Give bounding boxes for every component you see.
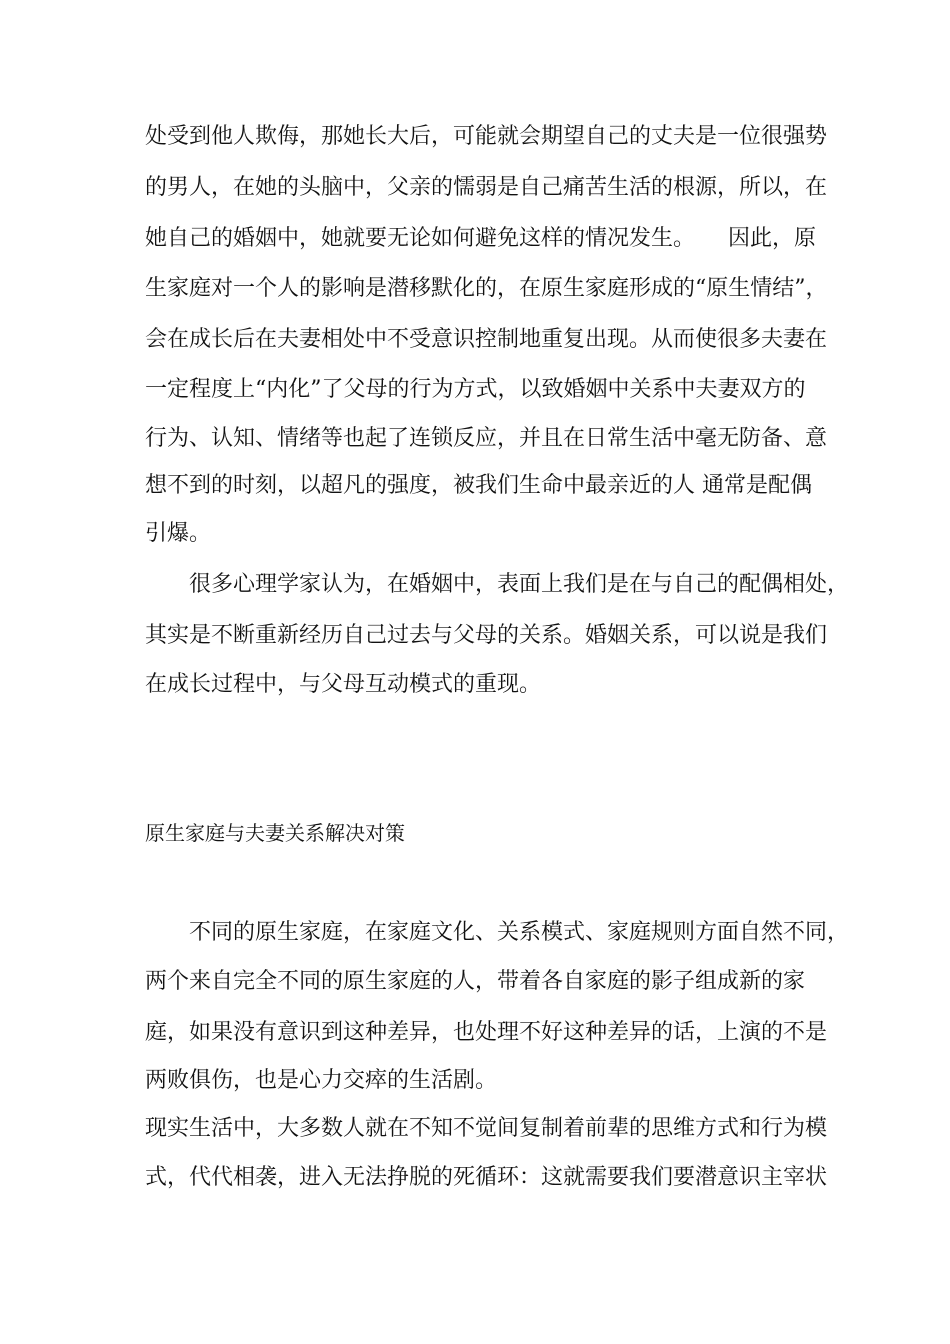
text-line: 生家庭对一个人的影响是潜移默化的，在原生家庭形成的“原生情结”， [145, 276, 828, 301]
text-line: 两败俱伤，也是心力交瘁的生活剧。 [145, 1068, 498, 1093]
text-line: 的男人，在她的头脑中，父亲的懦弱是自己痛苦生活的根源，所以，在 [145, 175, 828, 200]
text-line: 很多心理学家认为，在婚姻中，表面上我们是在与自己的配偶相处， [145, 572, 850, 597]
text-line: 行为、认知、情绪等也起了连锁反应，并且在日常生活中毫无防备、意 [145, 426, 828, 451]
text-line: 其实是不断重新经历自己过去与父母的关系。婚姻关系，可以说是我们 [145, 623, 828, 648]
text-line: 处受到他人欺侮，那她长大后，可能就会期望自己的丈夫是一位很强势 [145, 124, 828, 149]
text-line: 不同的原生家庭，在家庭文化、关系模式、家庭规则方面自然不同， [145, 920, 850, 945]
text-line: 庭，如果没有意识到这种差异，也处理不好这种差异的话，上演的不是 [145, 1020, 828, 1045]
text-line: 想不到的时刻，以超凡的强度，被我们生命中最亲近的人 通常是配偶 [145, 473, 812, 498]
text-line: 引爆。 [145, 521, 212, 546]
section-heading: 原生家庭与夫妻关系解决对策 [145, 821, 405, 845]
text-line: 会在成长后在夫妻相处中不受意识控制地重复出现。从而使很多夫妻在 [145, 327, 828, 352]
text-line: 现实生活中，大多数人就在不知不觉间复制着前辈的思维方式和行为模 [145, 1116, 828, 1141]
text-line: 式，代代相袭，进入无法挣脱的死循环：这就需要我们要潜意识主宰状 [145, 1165, 828, 1190]
text-line: 她自己的婚姻中，她就要无论如何避免这样的情况发生。 因此，原 [145, 226, 817, 251]
text-line: 在成长过程中，与父母互动模式的重现。 [145, 672, 542, 697]
text-line: 两个来自完全不同的原生家庭的人，带着各自家庭的影子组成新的家 [145, 969, 806, 994]
text-line: 一定程度上“内化”了父母的行为方式，以致婚姻中关系中夫妻双方的 [145, 377, 806, 402]
